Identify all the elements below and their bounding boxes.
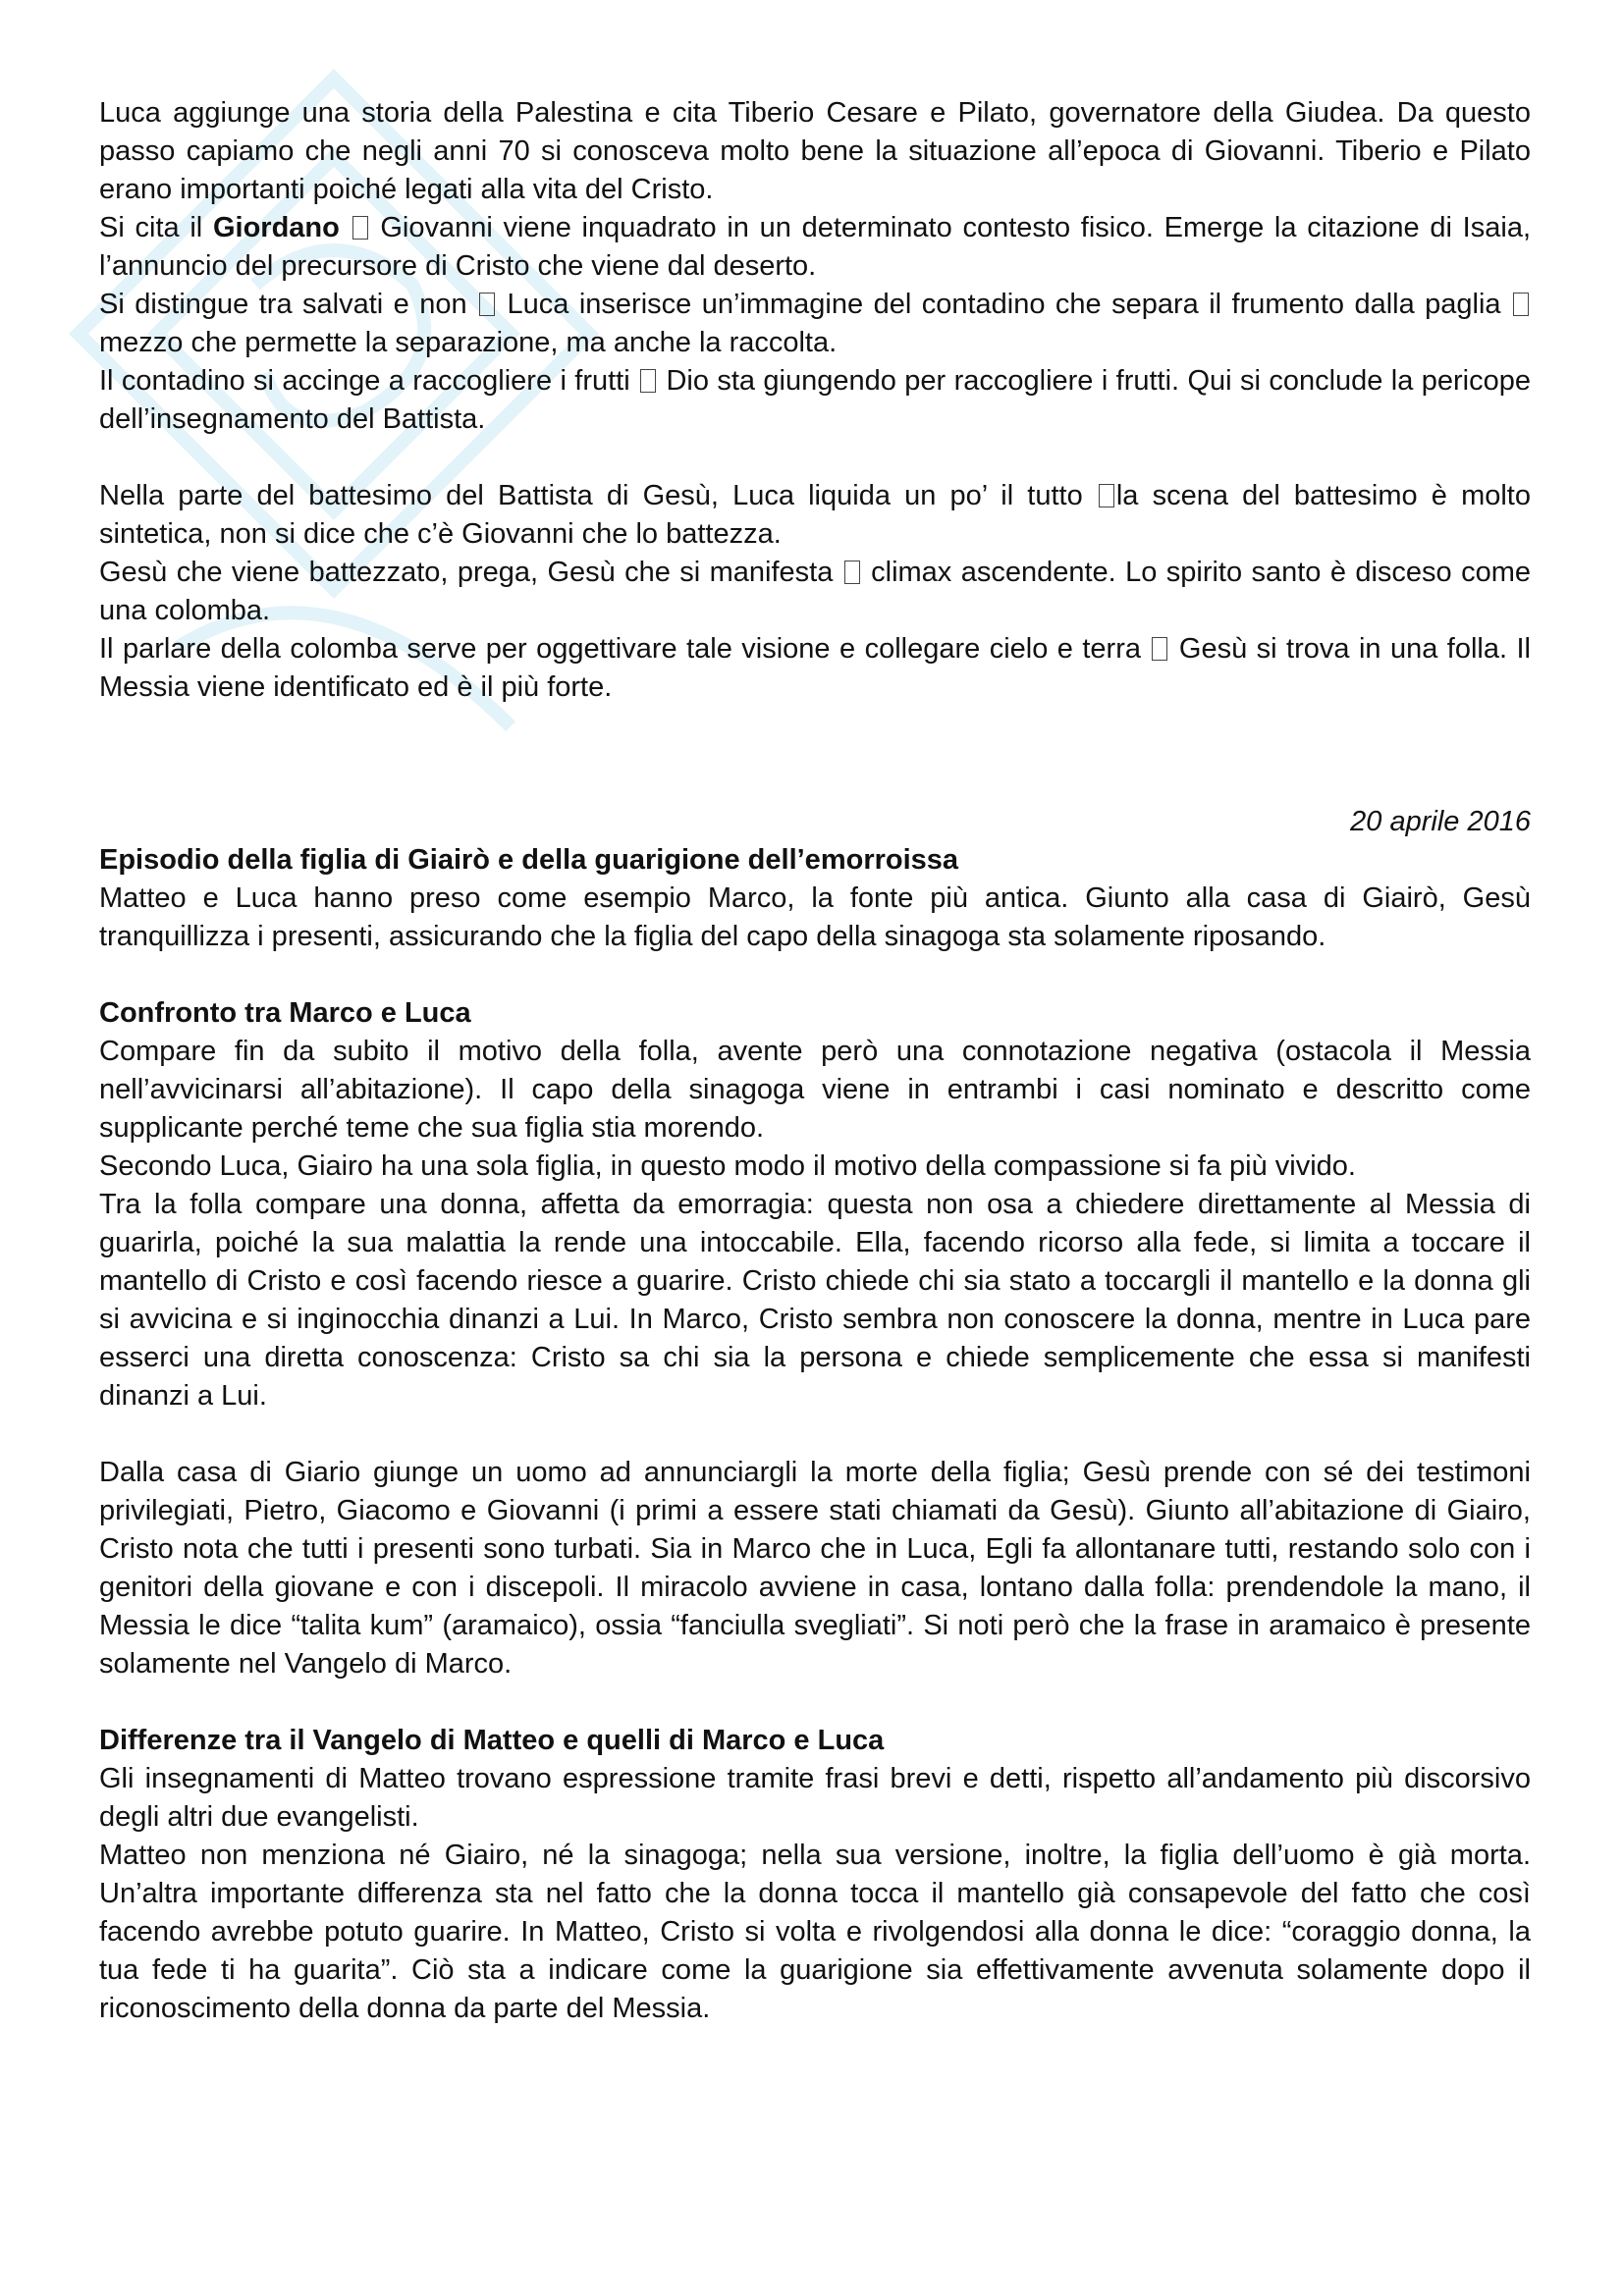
lecture-date: 20 aprile 2016 xyxy=(1350,806,1531,837)
heading-confronto: Confronto tra Marco e Luca xyxy=(99,997,471,1029)
missing-glyph-icon xyxy=(1099,484,1114,507)
text-segment: Il contadino si accinge a raccogliere i frutti xyxy=(99,365,639,397)
text-segment: Gesù che viene battezzato, prega, Gesù che si manifesta xyxy=(99,557,842,588)
missing-glyph-icon xyxy=(479,293,495,316)
text-segment: la scena del battesimo è molto sintetica, non si dice che c’è Giovanni che lo battezza. xyxy=(99,480,1531,550)
missing-glyph-icon xyxy=(1152,637,1167,661)
heading-differenze: Differenze tra il Vangelo di Matteo e quelli di Marco e Luca xyxy=(99,1725,885,1756)
paragraph-differenze-1: Gli insegnamenti di Matteo trovano espressione tramite frasi brevi e detti, rispetto all’andamento più discorsivo degli altri due evangelisti. xyxy=(99,1763,1531,1833)
text-segment: Si cita il xyxy=(99,212,213,243)
paragraph-casa-giario: Dalla casa di Giario giunge un uomo ad annunciargli la morte della figlia; Gesù prende con sé dei testimoni privilegiati, Pietro, Giacomo e Giovanni (i primi a essere stati chiamati da Gesù). Giunto all’abitazione di Giairo, Cristo nota che tutti i presenti sono turbati. Sia in Marco che in Luca, Egli fa allontanare tutti, restando solo con i genitori della giovane e con i discepoli. Il miracolo avviene in casa, lontano dalla folla: prendendole la mano, il Messia le dice “talita kum” (aramaico), ossia “fanciulla svegliati”. Si noti però che la frase in aramaico è presente solamente nel Vangelo di Marco. xyxy=(99,1457,1531,1680)
document-page xyxy=(99,94,1531,2028)
text-segment: climax ascendente. Lo spirito santo è disceso come una colomba. xyxy=(99,557,1531,626)
bold-term: Giordano xyxy=(212,212,340,243)
paragraph-confronto-3: Tra la folla compare una donna, affetta da emorragia: questa non osa a chiedere direttamente al Messia di guarirla, poiché la sua malattia la rende una intoccabile. Ella, facendo ricorso alla fede, si limita a toccare il mantello di Cristo e così facendo riesce a guarire. Cristo chiede chi sia stato a toccargli il mantello e la donna gli si avvicina e si inginocchia dinanzi a Lui. In Marco, Cristo sembra non conoscere la donna, mentre in Luca pare esserci una diretta conoscenza: Cristo sa chi sia la persona e chiede semplicemente che essa si manifesti dinanzi a Lui. xyxy=(99,1189,1531,1412)
paragraph-salvati xyxy=(99,286,1531,362)
paragraph-colomba xyxy=(99,630,1531,707)
paragraph-luca-storia: Luca aggiunge una storia della Palestina e cita Tiberio Cesare e Pilato, governatore della Giudea. Da questo passo capiamo che negli anni 70 si conosceva molto bene la situazione all’epoca di Giovanni. Tiberio e Pilato erano importanti poiché legati alla vita del Cristo. xyxy=(99,97,1531,205)
paragraph-battesimo xyxy=(99,477,1531,554)
text-segment: Luca inserisce un’immagine del contadino che separa il frumento dalla paglia xyxy=(497,289,1511,320)
text-segment: Giovanni viene inquadrato in un determinato contesto fisico. Emerge la citazione di Isaia, l’annuncio del precursore di Cristo che viene dal deserto. xyxy=(99,212,1531,282)
paragraph-giordano xyxy=(99,209,1531,286)
text-segment: mezzo che permette la separazione, ma anche la raccolta. xyxy=(99,327,838,358)
missing-glyph-icon xyxy=(640,369,656,393)
paragraph-differenze-2: Matteo non menziona né Giairo, né la sinagoga; nella sua versione, inoltre, la figlia dell’uomo è già morta. Un’altra importante differenza sta nel fatto che la donna tocca il mantello già consapevole del fatto che così facendo avrebbe potuto guarire. In Matteo, Cristo si volta e rivolgendosi alla donna le dice: “coraggio donna, la tua fede ti ha guarita”. Ciò sta a indicare come la guarigione sia effettivamente avvenuta solamente dopo il riconoscimento della donna da parte del Messia. xyxy=(99,1840,1531,2024)
text-segment: Nella parte del battesimo del Battista di Gesù, Luca liquida un po’ il tutto xyxy=(99,480,1097,511)
missing-glyph-icon xyxy=(352,216,368,240)
heading-episodio: Episodio della figlia di Giairò e della guarigione dell’emorroissa xyxy=(99,844,959,876)
missing-glyph-icon xyxy=(844,561,860,584)
text-segment: Il parlare della colomba serve per oggettivare tale visione e collegare cielo e terra xyxy=(99,633,1151,665)
paragraph-episodio: Matteo e Luca hanno preso come esempio Marco, la fonte più antica. Giunto alla casa di Giairò, Gesù tranquillizza i presenti, assicurando che la figlia del capo della sinagoga sta solamente riposando. xyxy=(99,882,1531,952)
text-segment: Si distingue tra salvati e non xyxy=(99,289,478,320)
text-segment: Gesù si trova in una folla. Il Messia viene identificato ed è il più forte. xyxy=(99,633,1531,703)
paragraph-contadino xyxy=(99,362,1531,439)
paragraph-confronto-1: Compare fin da subito il motivo della folla, avente però una connotazione negativa (ostacola il Messia nell’avvicinarsi all’abitazione). Il capo della sinagoga viene in entrambi i casi nominato e descritto come supplicante perché teme che sua figlia stia morendo. xyxy=(99,1036,1531,1144)
paragraph-confronto-2: Secondo Luca, Giairo ha una sola figlia, in questo modo il motivo della compassione si fa più vivido. xyxy=(99,1150,1356,1182)
missing-glyph-icon xyxy=(1513,293,1529,316)
text-segment: Dio sta giungendo per raccogliere i frutti. Qui si conclude la pericope dell’insegnamento del Battista. xyxy=(99,365,1531,435)
paragraph-climax xyxy=(99,554,1531,630)
